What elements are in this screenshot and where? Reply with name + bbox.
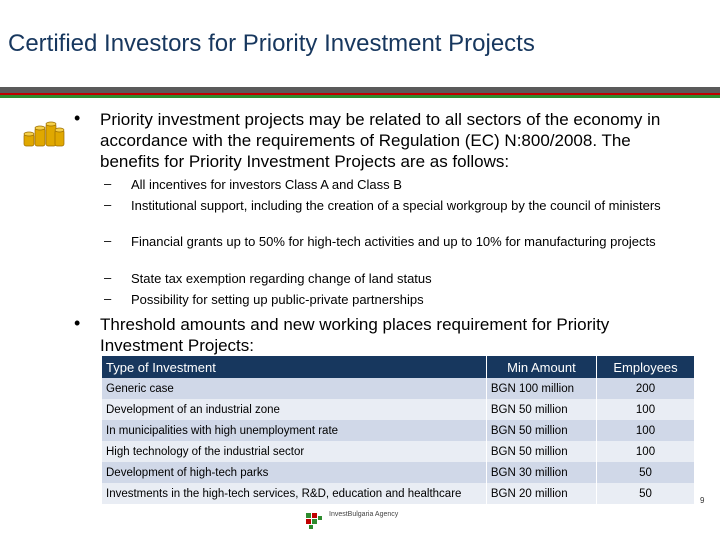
sub-item-text: State tax exemption regarding change of land status bbox=[131, 271, 432, 286]
table-row bbox=[102, 462, 694, 483]
cell-min-amount: BGN 20 million bbox=[486, 483, 596, 504]
cell-type: Generic case bbox=[102, 378, 486, 399]
sub-item-text: Financial grants up to 50% for high-tech activities and up to 10% for manufacturing projects bbox=[131, 234, 656, 249]
sub-marker: – bbox=[104, 233, 112, 248]
column-header-type: Type of Investment bbox=[102, 356, 486, 378]
cell-type: High technology of the industrial sector bbox=[102, 441, 486, 462]
column-header-employees: Employees bbox=[597, 356, 695, 378]
table-row bbox=[102, 420, 694, 441]
table-row bbox=[102, 441, 694, 462]
cell-min-amount: BGN 100 million bbox=[486, 378, 596, 399]
table-row bbox=[102, 399, 694, 420]
coins-icon bbox=[22, 118, 66, 148]
bullet-text-threshold: Threshold amounts and new working places requirement for Priority Investment Projects: bbox=[100, 315, 610, 355]
footer-logo-text: InvestBulgaria Agency bbox=[329, 511, 399, 518]
table-row bbox=[102, 378, 694, 399]
cell-employees: 50 bbox=[597, 462, 695, 483]
sub-item-text: Possibility for setting up public-private partnerships bbox=[131, 292, 424, 307]
table-row bbox=[102, 483, 694, 504]
sub-item-text: Institutional support, including the creation of a special workgroup by the council of ministers bbox=[131, 198, 661, 213]
cell-min-amount: BGN 50 million bbox=[486, 441, 596, 462]
cell-type: Investments in the high-tech services, R&D, education and healthcare bbox=[102, 483, 486, 504]
sub-marker: – bbox=[104, 197, 112, 212]
sub-marker: – bbox=[104, 291, 112, 306]
page-number: 9 bbox=[700, 496, 705, 505]
investment-table bbox=[102, 356, 694, 504]
cell-employees: 100 bbox=[597, 441, 695, 462]
bullet-text-priority-projects: Priority investment projects may be related to all sectors of the economy in accordance with the requirements of Regulation (EC) N:800/2008. The benefits for Priority Investment Projects are as follows: bbox=[100, 110, 661, 171]
cell-min-amount: BGN 50 million bbox=[486, 420, 596, 441]
bullet-marker: • bbox=[74, 108, 81, 128]
cell-type: In municipalities with high unemployment rate bbox=[102, 420, 486, 441]
cell-employees: 100 bbox=[597, 399, 695, 420]
cell-min-amount: BGN 50 million bbox=[486, 399, 596, 420]
title-divider-green bbox=[0, 95, 720, 98]
cell-employees: 50 bbox=[597, 483, 695, 504]
cell-employees: 100 bbox=[597, 420, 695, 441]
sub-item-text: All incentives for investors Class A and Class B bbox=[131, 177, 402, 192]
cell-type: Development of an industrial zone bbox=[102, 399, 486, 420]
column-header-min-amount: Min Amount bbox=[486, 356, 596, 378]
sub-marker: – bbox=[104, 270, 112, 285]
bullet-marker: • bbox=[74, 313, 81, 333]
cell-type: Development of high-tech parks bbox=[102, 462, 486, 483]
table-header-row bbox=[102, 356, 694, 378]
cell-employees: 200 bbox=[597, 378, 695, 399]
sub-marker: – bbox=[104, 176, 112, 191]
slide-title: Certified Investors for Priority Investment Projects bbox=[8, 30, 535, 57]
cell-min-amount: BGN 30 million bbox=[486, 462, 596, 483]
